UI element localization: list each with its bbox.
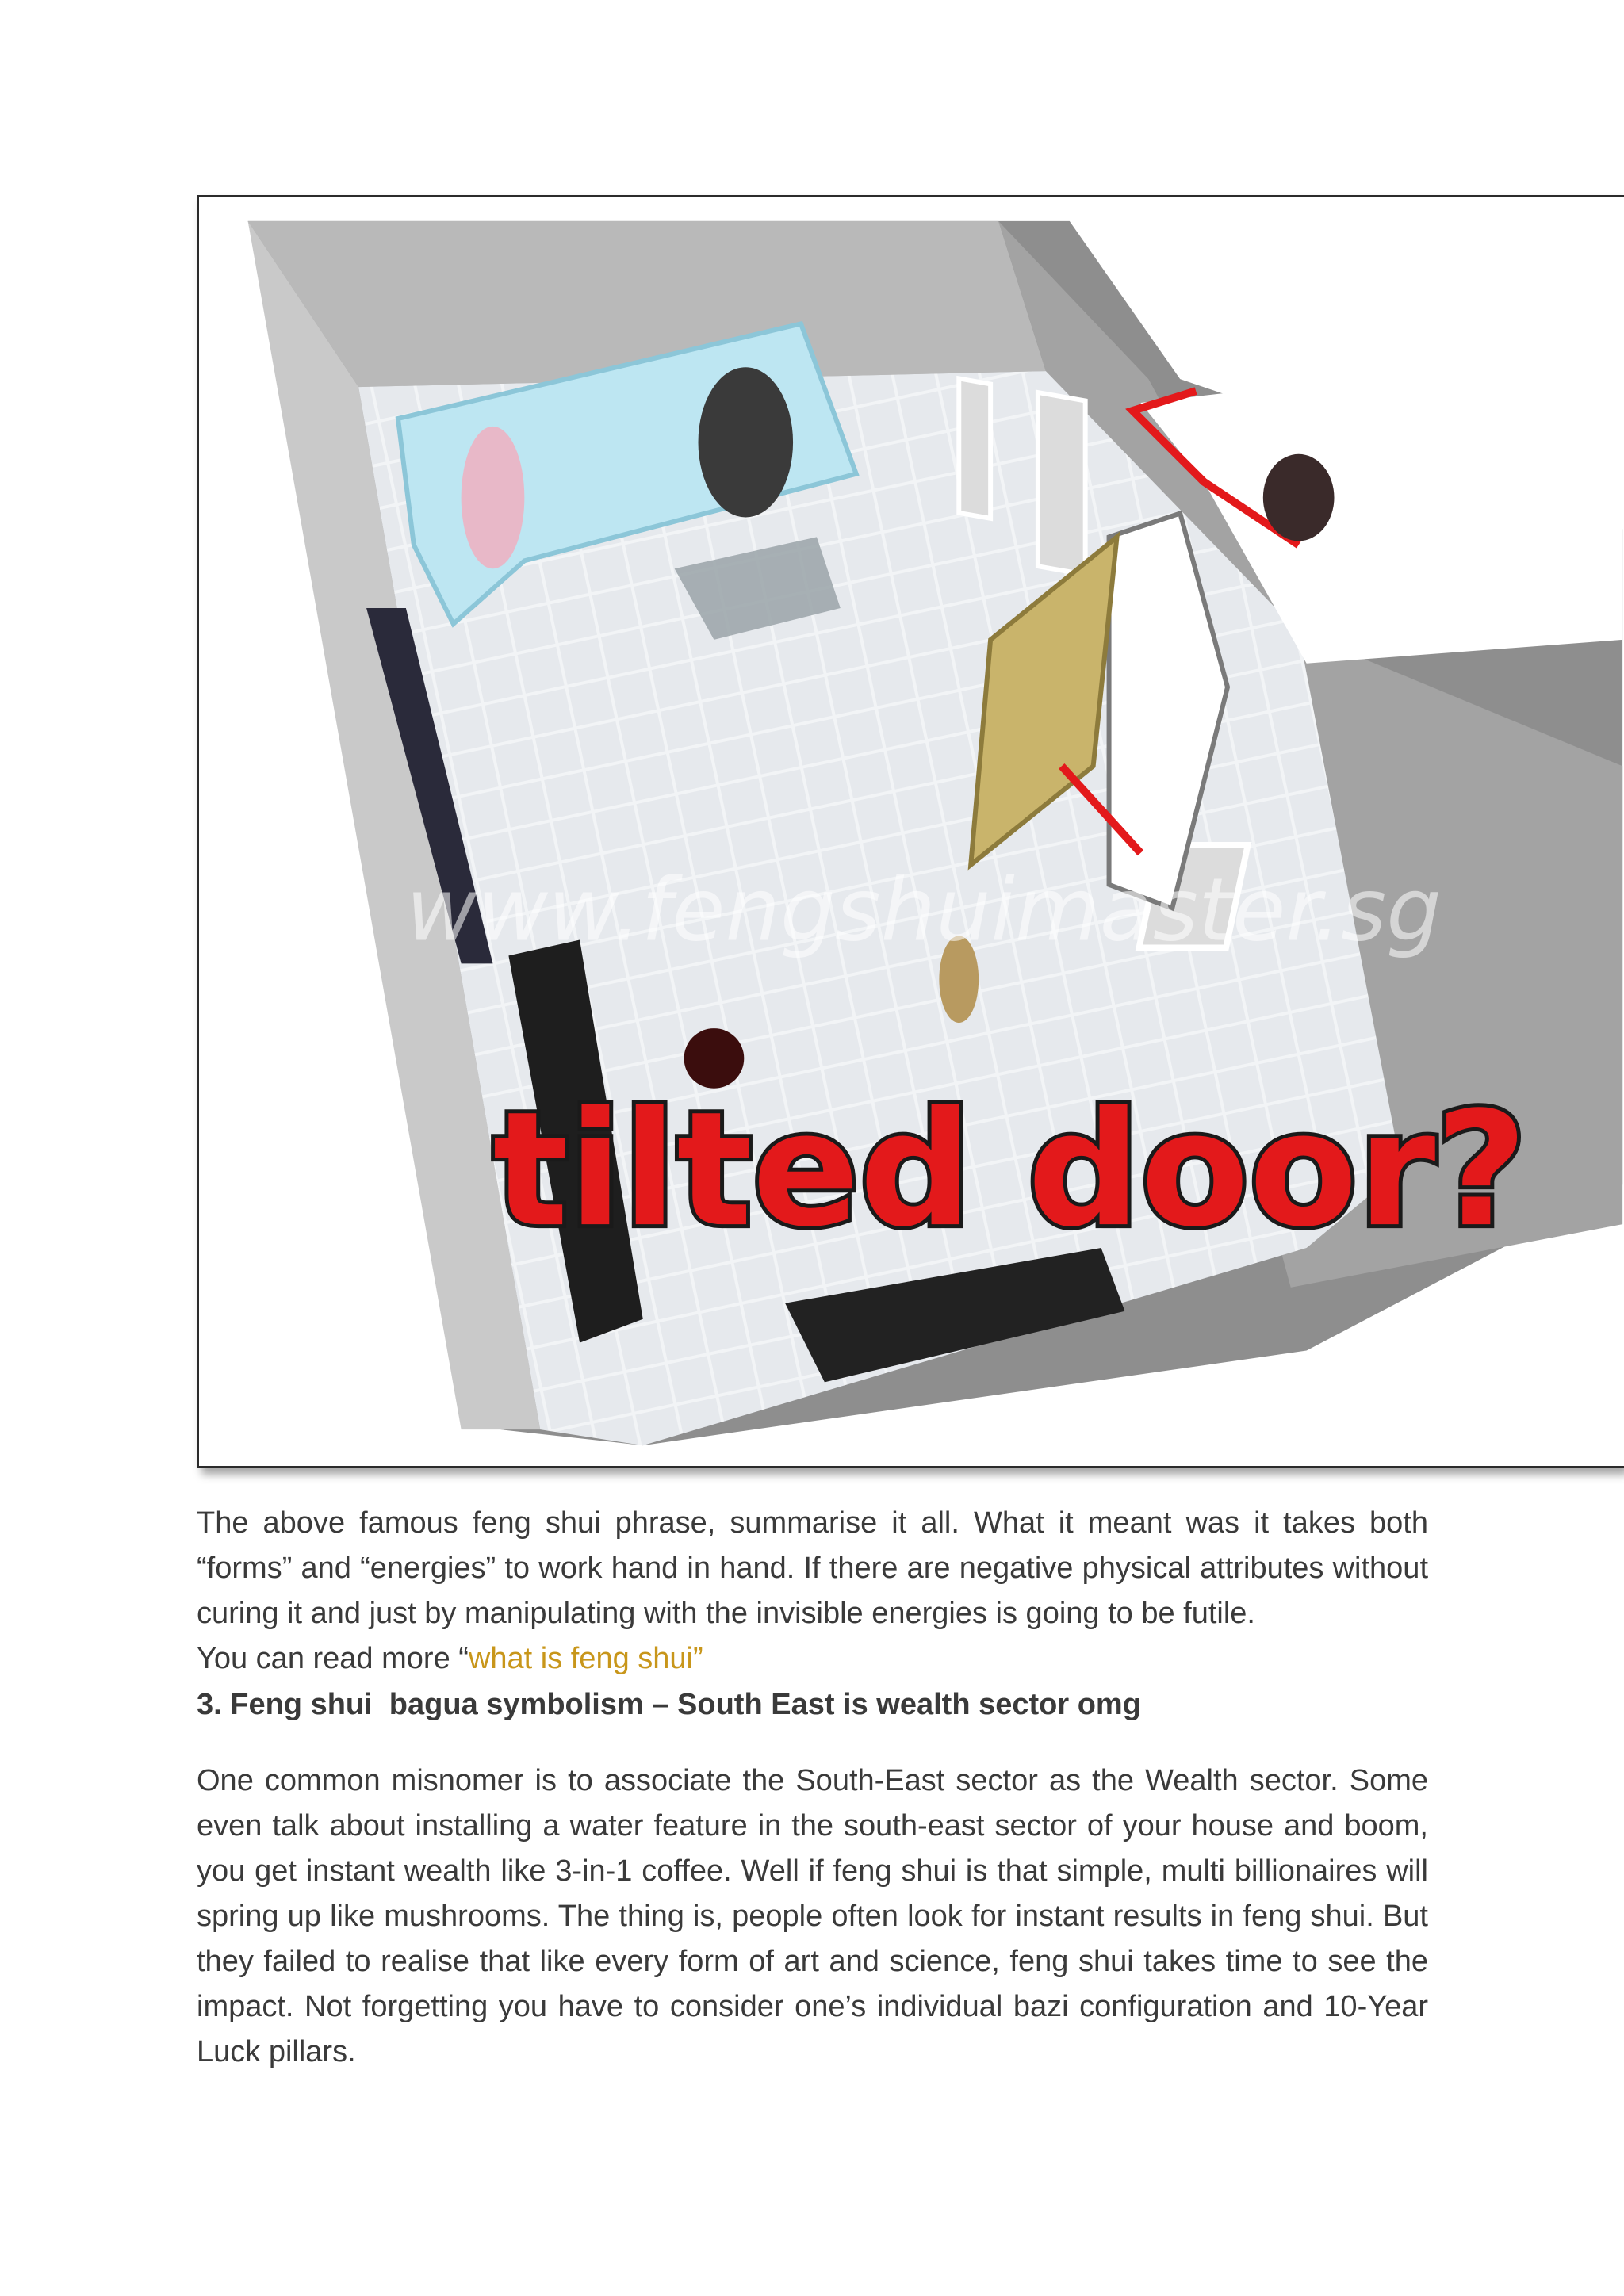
room-render — [199, 197, 1624, 1466]
read-more-line — [197, 1636, 1428, 1682]
paragraph-2: One common misnomer is to associate the South-East sector as the Wealth sector. Some even talk about installing a water feature in the south-east sector of your house and boom, you get instant wealth like 3-in-1 coffee. Well if feng shui is that simple, multi billionaires will spring up like mushrooms. The thing is, people often look for instant results in feng shui. But they failed to realise that like every form of art and science, feng shui takes time to see the impact. Not forgetting you have to consider one’s individual bazi configuration and 10-Year Luck pillars. — [197, 1764, 1428, 2068]
paragraph-1-text: The above famous feng shui phrase, summarise it all. What it meant was it takes both “forms” and “energies” to work hand in hand. If there are negative physical attributes without curing it and just by manipulating with the invisible energies is going to be futile. — [197, 1506, 1428, 1630]
paragraph-1 — [197, 1501, 1428, 1682]
person-man — [699, 367, 794, 517]
room-illustration — [197, 195, 1624, 1468]
what-is-feng-shui-link[interactable]: what is feng shui” — [468, 1642, 703, 1675]
person-outside — [1263, 454, 1335, 541]
person-woman — [462, 427, 525, 568]
watermark: www.fengshuimaster.sg — [405, 859, 1442, 961]
window — [959, 378, 990, 518]
section-heading: 3. Feng shui bagua symbolism – South East is wealth sector omg — [197, 1688, 1141, 1721]
overlay-caption: tilted door? — [492, 1077, 1527, 1262]
window — [1038, 392, 1086, 575]
read-more-lead: You can read more “ — [197, 1642, 469, 1675]
